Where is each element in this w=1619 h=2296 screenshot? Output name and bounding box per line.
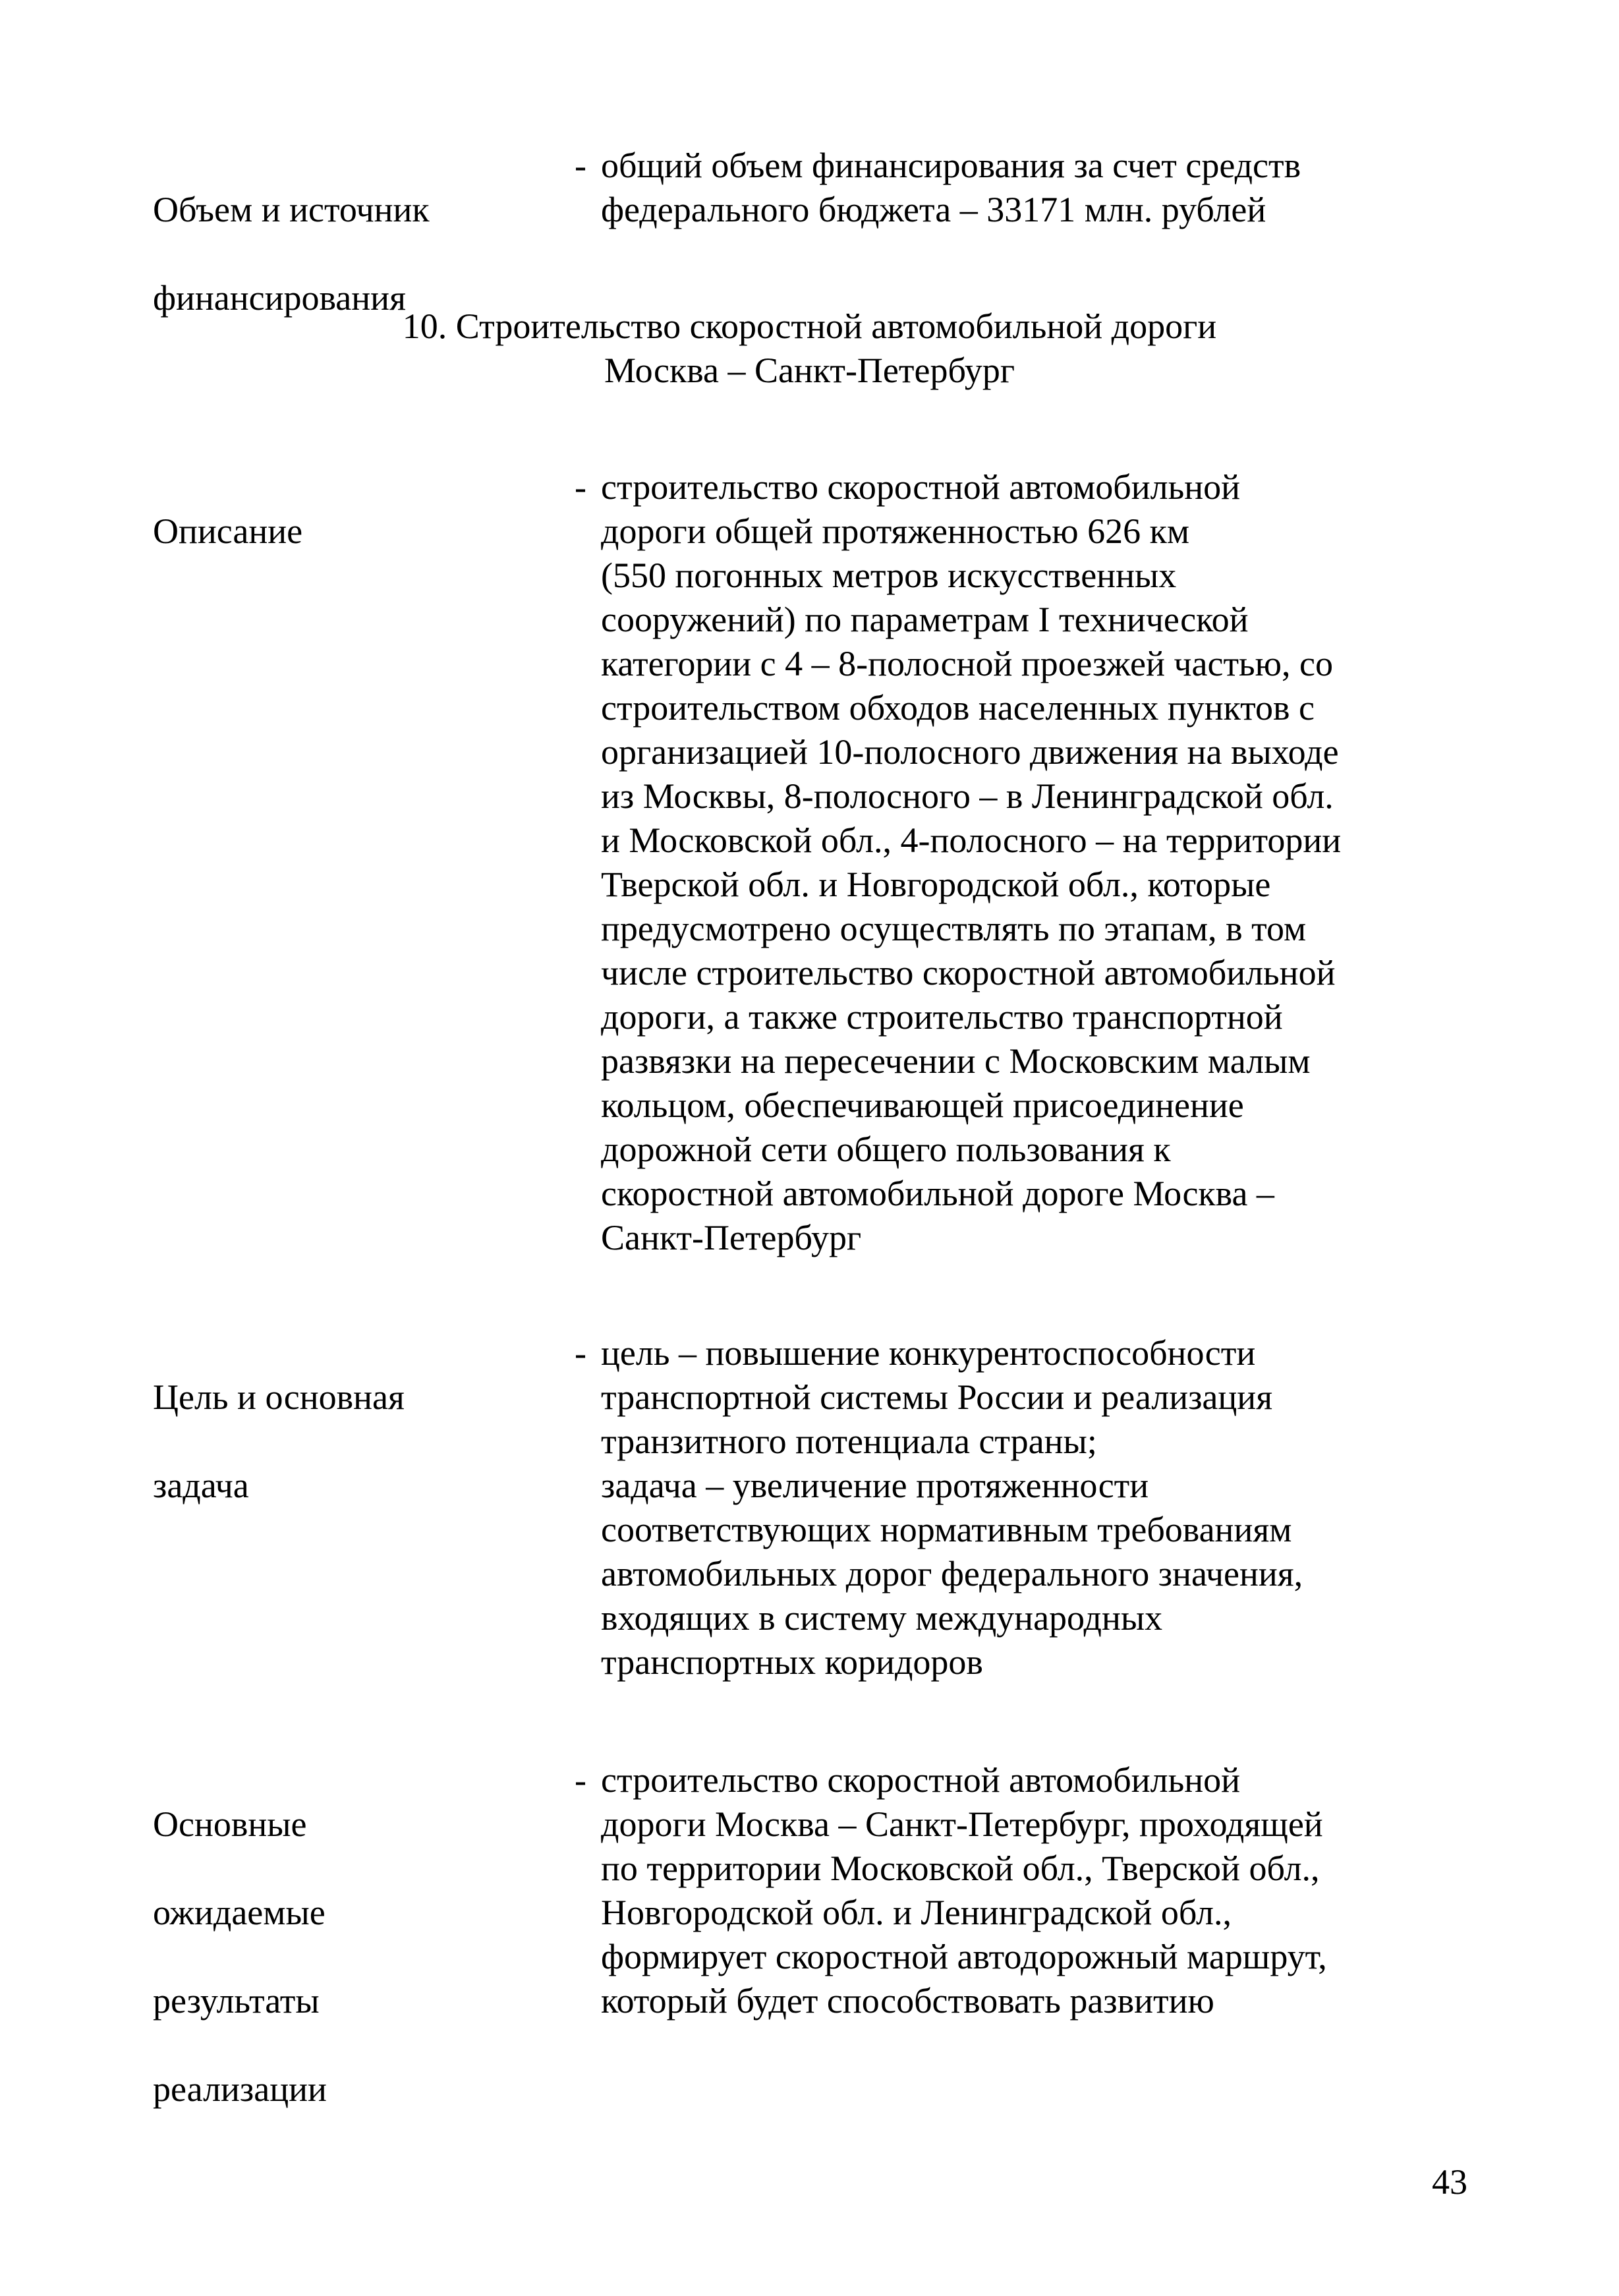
results-text-line: который будет способствовать развитию: [601, 1981, 1214, 2021]
description-text-line: дорожной сети общего пользования к: [601, 1130, 1171, 1169]
results-label: [153, 1758, 561, 2156]
results-text-line: Новгородской обл. и Ленинградской обл.,: [601, 1893, 1232, 1932]
description-text-line: кольцом, обеспечивающей присоединение: [601, 1085, 1244, 1125]
description-text-line: из Москвы, 8-полосного – в Ленинградской обл.: [601, 776, 1334, 816]
description-label: [153, 465, 561, 598]
goal-text-line: транспортных коридоров: [601, 1642, 983, 1682]
goal-label-line: Цель и основная: [153, 1377, 405, 1417]
description-text-line: категории с 4 – 8-полосной проезжей частью, со: [601, 644, 1333, 683]
financing-label-line: финансирования: [153, 278, 406, 318]
description-text-line: строительство скоростной автомобильной: [601, 467, 1241, 507]
description-text: [601, 465, 1563, 1260]
description-text-line: строительством обходов населенных пунктов с: [601, 688, 1315, 728]
financing-text-line: общий объем финансирования за счет средств: [601, 146, 1301, 185]
results-label-line: реализации: [153, 2069, 327, 2109]
description-text-line: сооружений) по параметрам I технической: [601, 600, 1249, 639]
results-text-line: дороги Москва – Санкт-Петербург, проходящей: [601, 1804, 1323, 1844]
section-heading-line: Москва – Санкт-Петербург: [604, 351, 1015, 390]
financing-text-line: федерального бюджета – 33171 млн. рублей: [601, 190, 1266, 229]
financing-dash: -: [575, 146, 586, 185]
results-label-line: Основные: [153, 1804, 307, 1844]
section-heading: [0, 304, 1619, 393]
description-text-line: (550 погонных метров искусственных: [601, 556, 1177, 595]
results-text-line: формирует скоростной автодорожный маршрут,: [601, 1937, 1327, 1976]
results-dash: -: [575, 1760, 586, 1800]
goal-text-line: задача – увеличение протяженности: [601, 1466, 1149, 1505]
goal-text-line: цель – повышение конкурентоспособности: [601, 1333, 1256, 1373]
goal-text-line: входящих в систему международных: [601, 1598, 1163, 1638]
description-text-line: Санкт-Петербург: [601, 1218, 862, 1257]
results-text-line: строительство скоростной автомобильной: [601, 1760, 1241, 1800]
page-number: 43: [1432, 2162, 1467, 2202]
description-dash: -: [575, 467, 586, 507]
financing-label-line: Объем и источник: [153, 190, 430, 229]
description-text-line: предусмотрено осуществлять по этапам, в том: [601, 909, 1307, 948]
description-text-line: развязки на пересечении с Московским малым: [601, 1041, 1311, 1081]
goal-text: [601, 1331, 1563, 1684]
goal-text-line: транзитного потенциала страны;: [601, 1421, 1097, 1461]
description-text-line: и Московской обл., 4-полосного – на территории: [601, 820, 1342, 860]
description-text-line: Тверской обл. и Новгородской обл., которые: [601, 865, 1271, 904]
description-label-line: Описание: [153, 511, 303, 551]
results-text: [601, 1758, 1563, 2023]
section-heading-line: 10. Строительство скоростной автомобильной дороги: [402, 306, 1217, 346]
goal-label-line: задача: [153, 1466, 249, 1505]
goal-text-line: транспортной системы России и реализация: [601, 1377, 1273, 1417]
goal-dash: -: [575, 1333, 586, 1373]
description-text-line: дороги, а также строительство транспортной: [601, 997, 1283, 1037]
description-text-line: числе строительство скоростной автомобильной: [601, 953, 1336, 992]
description-text-line: организацией 10-полосного движения на выходе: [601, 732, 1339, 772]
description-text-line: дороги общей протяженностью 626 км: [601, 511, 1190, 551]
results-text-line: по территории Московской обл., Тверской обл.,: [601, 1849, 1320, 1888]
goal-text-line: автомобильных дорог федерального значения,: [601, 1554, 1303, 1593]
financing-text: [601, 144, 1563, 232]
results-label-line: результаты: [153, 1981, 320, 2021]
results-label-line: ожидаемые: [153, 1893, 326, 1932]
description-text-line: скоростной автомобильной дороге Москва –: [601, 1174, 1274, 1213]
goal-text-line: соответствующих нормативным требованиям: [601, 1510, 1292, 1549]
goal-label: [153, 1331, 561, 1552]
